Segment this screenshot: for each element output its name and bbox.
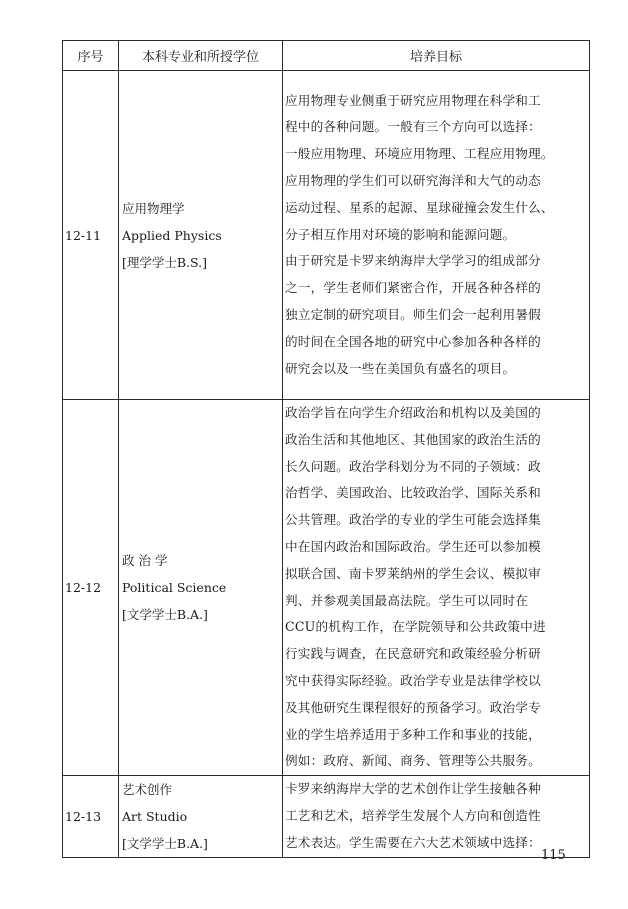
goal-text-line: 治哲学、美国政治、比较政治学、国际关系和 — [285, 485, 541, 501]
goal-text-line: 及其他研究生课程很好的预备学习。政治学专 — [285, 699, 541, 715]
goal-text-line: 之一，学生老师们紧密合作，开展各种各样的 — [285, 280, 541, 296]
goal-text-line: 例如：政府、新闻、商务、管理等公共服务。 — [285, 753, 541, 769]
goal-text-line: 分子相互作用对环境的影响和能源问题。 — [285, 226, 516, 242]
goal-text-line: 政治学旨在向学生介绍政治和机构以及美国的 — [285, 405, 541, 420]
degree-label: [理学学士B.S.] — [122, 254, 208, 270]
goal-text-line: 业的学生培养适用于多种工作和事业的技能， — [285, 726, 541, 742]
goal-text-line: 由于研究是卡罗来纳海岸大学学习的组成部分 — [285, 253, 541, 269]
goal-text-line: 卡罗来纳海岸大学的艺术创作让学生接触各种 — [285, 781, 541, 797]
goal-text-line: 判、并参观美国最高法院。学生可以同时在 — [285, 592, 529, 608]
goal-text-line: 中在国内政治和国际政治。学生还可以参加模 — [285, 538, 541, 554]
goal-text-line: 长久问题。政治学科划分为不同的子领域：政 — [285, 458, 541, 474]
table-row — [63, 776, 590, 858]
page-number: 115 — [541, 848, 566, 863]
row-number: 12-12 — [63, 400, 119, 776]
row-number: 12-13 — [63, 776, 119, 858]
goal-text-line: 研究会以及一些在美国负有盛名的项目。 — [285, 360, 516, 376]
header-number: 序号 — [63, 41, 119, 71]
header-major-degree: 本科专业和所授学位 — [119, 41, 283, 71]
major-cell — [119, 400, 283, 776]
goal-text-line: CCU的机构工作，在学院领导和公共政策中进 — [285, 619, 546, 635]
header-training-goal: 培养目标 — [283, 41, 590, 71]
goal-text-line: 应用物理的学生们可以研究海洋和大气的动态 — [285, 173, 541, 188]
goal-text-line: 运动过程、星系的起源、星球碰撞会发生什么、 — [285, 199, 554, 215]
degree-label: [文学学士B.A.] — [122, 836, 208, 852]
goal-text-line: 应用物理专业侧重于研究应用物理在科学和工 — [285, 92, 541, 108]
major-name-en: Art Studio — [122, 809, 188, 825]
row-number: 12-11 — [63, 71, 119, 400]
goal-text-line: 艺术表达。学生需要在六大艺术领域中选择： — [285, 835, 541, 851]
major-name-en: Applied Physics — [122, 227, 222, 243]
major-cell — [119, 776, 283, 858]
major-cell — [119, 71, 283, 400]
major-name-en: Political Science — [122, 580, 227, 596]
goal-text-line: 政治生活和其他地区、其他国家的政治生活的 — [285, 431, 541, 447]
table-header-row — [63, 41, 590, 71]
goal-text-line: 行实践与调查，在民意研究和政策经验分析研 — [285, 646, 541, 662]
major-name-cn: 应用物理学 — [122, 200, 185, 216]
major-name-cn: 政 治 学 — [122, 553, 168, 569]
table-row — [63, 400, 590, 776]
training-goal-cell — [283, 776, 590, 858]
goal-text-line: 的时间在全国各地的研究中心参加各种各样的 — [285, 333, 541, 349]
majors-table — [62, 40, 590, 858]
goal-text-line: 工艺和艺术，培养学生发展个人方向和创造性 — [285, 808, 541, 824]
major-name-cn: 艺术创作 — [122, 782, 173, 798]
goal-text-line: 程中的各种问题。一般有三个方向可以选择： — [285, 119, 541, 135]
training-goal-cell — [283, 400, 590, 776]
table-row — [63, 71, 590, 400]
degree-label: [文学学士B.A.] — [122, 607, 208, 623]
goal-text-line: 一般应用物理、环境应用物理、工程应用物理。 — [285, 146, 554, 162]
goal-text-line: 独立定制的研究项目。师生们会一起利用暑假 — [285, 306, 541, 322]
training-goal-cell — [283, 71, 590, 400]
goal-text-line: 公共管理。政治学的专业的学生可能会选择集 — [285, 512, 541, 528]
goal-text-line: 拟联合国、南卡罗莱纳州的学生会议、模拟审 — [285, 565, 541, 581]
goal-text-line: 究中获得实际经验。政治学专业是法律学校以 — [285, 672, 541, 688]
